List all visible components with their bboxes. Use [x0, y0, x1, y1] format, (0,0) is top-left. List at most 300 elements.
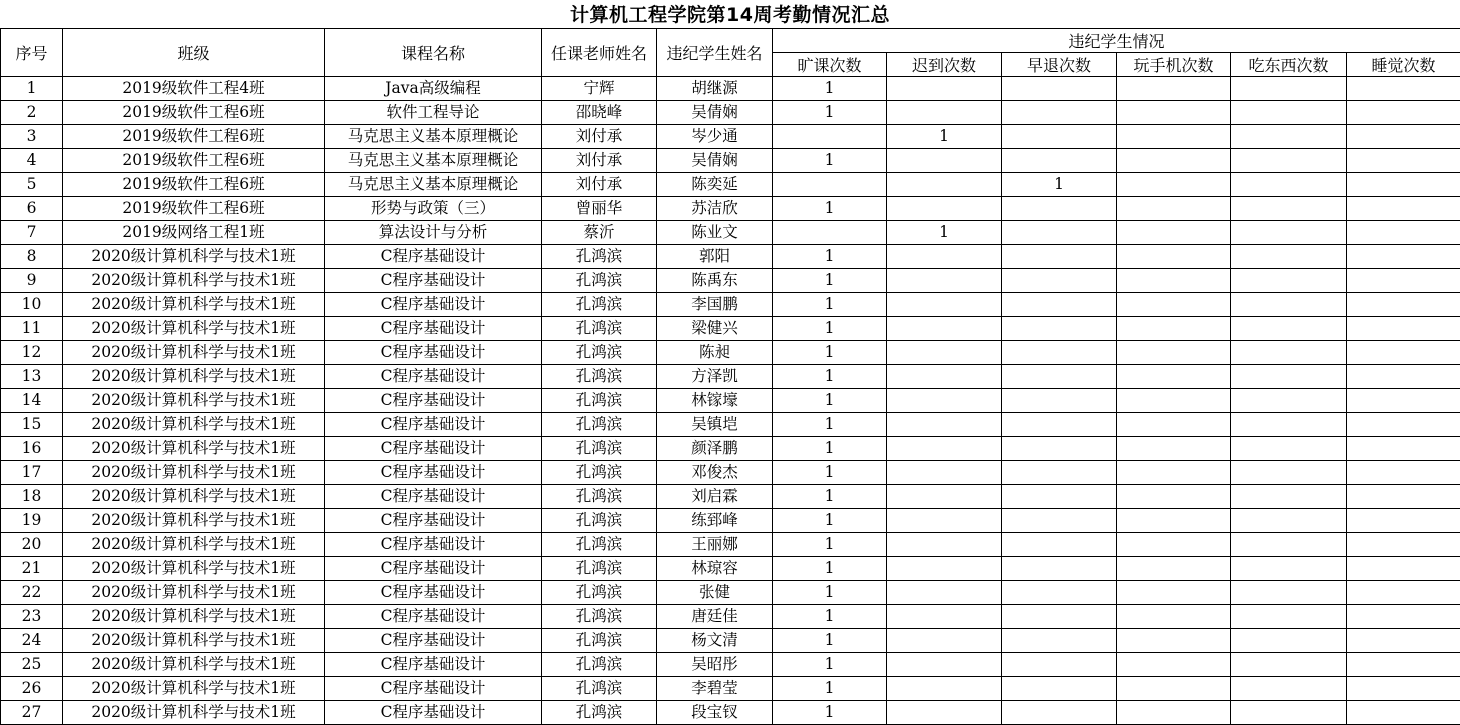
- cell-phone[interactable]: [1117, 77, 1231, 101]
- header-index[interactable]: 序号: [1, 29, 63, 77]
- cell-phone[interactable]: [1117, 581, 1231, 605]
- cell-student[interactable]: 郭阳: [657, 245, 773, 269]
- cell-absent[interactable]: 1: [773, 701, 887, 725]
- cell-course[interactable]: 马克思主义基本原理概论: [325, 173, 542, 197]
- cell-phone[interactable]: [1117, 341, 1231, 365]
- cell-leave-early[interactable]: [1002, 149, 1117, 173]
- cell-index[interactable]: 21: [1, 557, 63, 581]
- cell-leave-early[interactable]: [1002, 437, 1117, 461]
- cell-leave-early[interactable]: [1002, 293, 1117, 317]
- cell-class[interactable]: 2020级计算机科学与技术1班: [63, 605, 325, 629]
- cell-course[interactable]: C程序基础设计: [325, 677, 542, 701]
- header-sleeping[interactable]: 睡觉次数: [1347, 53, 1460, 77]
- cell-course[interactable]: C程序基础设计: [325, 245, 542, 269]
- cell-student[interactable]: 吴倩娴: [657, 149, 773, 173]
- cell-class[interactable]: 2020级计算机科学与技术1班: [63, 293, 325, 317]
- cell-eating[interactable]: [1231, 605, 1347, 629]
- cell-phone[interactable]: [1117, 197, 1231, 221]
- cell-class[interactable]: 2020级计算机科学与技术1班: [63, 581, 325, 605]
- cell-eating[interactable]: [1231, 677, 1347, 701]
- header-teacher[interactable]: 任课老师姓名: [542, 29, 657, 77]
- cell-eating[interactable]: [1231, 269, 1347, 293]
- cell-late[interactable]: [887, 293, 1002, 317]
- cell-teacher[interactable]: 邵晓峰: [542, 101, 657, 125]
- cell-teacher[interactable]: 孔鸿滨: [542, 533, 657, 557]
- cell-class[interactable]: 2019级网络工程1班: [63, 221, 325, 245]
- cell-teacher[interactable]: 宁辉: [542, 77, 657, 101]
- cell-phone[interactable]: [1117, 173, 1231, 197]
- cell-absent[interactable]: 1: [773, 149, 887, 173]
- header-phone[interactable]: 玩手机次数: [1117, 53, 1231, 77]
- cell-index[interactable]: 10: [1, 293, 63, 317]
- cell-eating[interactable]: [1231, 365, 1347, 389]
- cell-student[interactable]: 陈禹东: [657, 269, 773, 293]
- cell-late[interactable]: [887, 677, 1002, 701]
- header-eating[interactable]: 吃东西次数: [1231, 53, 1347, 77]
- cell-sleeping[interactable]: [1347, 317, 1460, 341]
- cell-teacher[interactable]: 孔鸿滨: [542, 317, 657, 341]
- cell-sleeping[interactable]: [1347, 485, 1460, 509]
- cell-sleeping[interactable]: [1347, 149, 1460, 173]
- cell-course[interactable]: C程序基础设计: [325, 461, 542, 485]
- cell-leave-early[interactable]: [1002, 509, 1117, 533]
- cell-late[interactable]: [887, 269, 1002, 293]
- cell-teacher[interactable]: 孔鸿滨: [542, 269, 657, 293]
- cell-sleeping[interactable]: [1347, 293, 1460, 317]
- cell-absent[interactable]: 1: [773, 605, 887, 629]
- cell-phone[interactable]: [1117, 557, 1231, 581]
- cell-sleeping[interactable]: [1347, 245, 1460, 269]
- cell-teacher[interactable]: 孔鸿滨: [542, 365, 657, 389]
- cell-eating[interactable]: [1231, 101, 1347, 125]
- cell-phone[interactable]: [1117, 101, 1231, 125]
- cell-sleeping[interactable]: [1347, 365, 1460, 389]
- cell-phone[interactable]: [1117, 653, 1231, 677]
- cell-late[interactable]: [887, 653, 1002, 677]
- cell-index[interactable]: 24: [1, 629, 63, 653]
- cell-student[interactable]: 邓俊杰: [657, 461, 773, 485]
- cell-index[interactable]: 17: [1, 461, 63, 485]
- cell-leave-early[interactable]: [1002, 485, 1117, 509]
- cell-phone[interactable]: [1117, 317, 1231, 341]
- cell-index[interactable]: 2: [1, 101, 63, 125]
- cell-absent[interactable]: [773, 125, 887, 149]
- cell-student[interactable]: 刘启霖: [657, 485, 773, 509]
- cell-index[interactable]: 25: [1, 653, 63, 677]
- cell-late[interactable]: [887, 317, 1002, 341]
- cell-course[interactable]: C程序基础设计: [325, 605, 542, 629]
- cell-absent[interactable]: 1: [773, 677, 887, 701]
- cell-late[interactable]: [887, 629, 1002, 653]
- cell-absent[interactable]: 1: [773, 197, 887, 221]
- cell-absent[interactable]: 1: [773, 293, 887, 317]
- cell-index[interactable]: 13: [1, 365, 63, 389]
- cell-student[interactable]: 林琼容: [657, 557, 773, 581]
- cell-phone[interactable]: [1117, 533, 1231, 557]
- cell-student[interactable]: 岑少通: [657, 125, 773, 149]
- cell-sleeping[interactable]: [1347, 509, 1460, 533]
- cell-absent[interactable]: [773, 221, 887, 245]
- cell-phone[interactable]: [1117, 389, 1231, 413]
- cell-leave-early[interactable]: [1002, 629, 1117, 653]
- cell-class[interactable]: 2020级计算机科学与技术1班: [63, 509, 325, 533]
- cell-course[interactable]: C程序基础设计: [325, 293, 542, 317]
- cell-leave-early[interactable]: [1002, 125, 1117, 149]
- cell-class[interactable]: 2020级计算机科学与技术1班: [63, 461, 325, 485]
- cell-eating[interactable]: [1231, 341, 1347, 365]
- cell-sleeping[interactable]: [1347, 173, 1460, 197]
- cell-eating[interactable]: [1231, 701, 1347, 725]
- cell-sleeping[interactable]: [1347, 677, 1460, 701]
- cell-absent[interactable]: 1: [773, 653, 887, 677]
- cell-course[interactable]: C程序基础设计: [325, 437, 542, 461]
- cell-leave-early[interactable]: [1002, 101, 1117, 125]
- cell-absent[interactable]: 1: [773, 101, 887, 125]
- cell-late[interactable]: [887, 605, 1002, 629]
- cell-student[interactable]: 王丽娜: [657, 533, 773, 557]
- cell-leave-early[interactable]: [1002, 413, 1117, 437]
- cell-index[interactable]: 19: [1, 509, 63, 533]
- cell-leave-early[interactable]: [1002, 245, 1117, 269]
- cell-eating[interactable]: [1231, 557, 1347, 581]
- header-late[interactable]: 迟到次数: [887, 53, 1002, 77]
- cell-teacher[interactable]: 孔鸿滨: [542, 701, 657, 725]
- cell-phone[interactable]: [1117, 365, 1231, 389]
- cell-phone[interactable]: [1117, 437, 1231, 461]
- header-leave-early[interactable]: 早退次数: [1002, 53, 1117, 77]
- cell-eating[interactable]: [1231, 221, 1347, 245]
- header-class[interactable]: 班级: [63, 29, 325, 77]
- cell-sleeping[interactable]: [1347, 557, 1460, 581]
- cell-index[interactable]: 14: [1, 389, 63, 413]
- cell-class[interactable]: 2020级计算机科学与技术1班: [63, 485, 325, 509]
- cell-absent[interactable]: 1: [773, 437, 887, 461]
- cell-course[interactable]: C程序基础设计: [325, 341, 542, 365]
- cell-index[interactable]: 9: [1, 269, 63, 293]
- cell-absent[interactable]: 1: [773, 509, 887, 533]
- cell-phone[interactable]: [1117, 125, 1231, 149]
- cell-late[interactable]: [887, 101, 1002, 125]
- cell-absent[interactable]: 1: [773, 317, 887, 341]
- cell-student[interactable]: 李国鹏: [657, 293, 773, 317]
- cell-phone[interactable]: [1117, 509, 1231, 533]
- cell-absent[interactable]: 1: [773, 485, 887, 509]
- cell-absent[interactable]: 1: [773, 533, 887, 557]
- cell-sleeping[interactable]: [1347, 197, 1460, 221]
- cell-class[interactable]: 2019级软件工程6班: [63, 197, 325, 221]
- cell-student[interactable]: 吴镇垲: [657, 413, 773, 437]
- cell-class[interactable]: 2020级计算机科学与技术1班: [63, 533, 325, 557]
- cell-late[interactable]: [887, 557, 1002, 581]
- cell-sleeping[interactable]: [1347, 533, 1460, 557]
- cell-student[interactable]: 胡继源: [657, 77, 773, 101]
- cell-sleeping[interactable]: [1347, 629, 1460, 653]
- cell-teacher[interactable]: 孔鸿滨: [542, 461, 657, 485]
- cell-eating[interactable]: [1231, 629, 1347, 653]
- cell-leave-early[interactable]: [1002, 533, 1117, 557]
- cell-late[interactable]: [887, 149, 1002, 173]
- cell-sleeping[interactable]: [1347, 701, 1460, 725]
- cell-sleeping[interactable]: [1347, 653, 1460, 677]
- cell-teacher[interactable]: 孔鸿滨: [542, 677, 657, 701]
- cell-index[interactable]: 16: [1, 437, 63, 461]
- cell-leave-early[interactable]: [1002, 269, 1117, 293]
- cell-class[interactable]: 2019级软件工程6班: [63, 101, 325, 125]
- header-course[interactable]: 课程名称: [325, 29, 542, 77]
- cell-class[interactable]: 2020级计算机科学与技术1班: [63, 389, 325, 413]
- cell-sleeping[interactable]: [1347, 101, 1460, 125]
- cell-index[interactable]: 20: [1, 533, 63, 557]
- cell-class[interactable]: 2020级计算机科学与技术1班: [63, 701, 325, 725]
- cell-leave-early[interactable]: [1002, 221, 1117, 245]
- cell-sleeping[interactable]: [1347, 341, 1460, 365]
- cell-phone[interactable]: [1117, 221, 1231, 245]
- cell-eating[interactable]: [1231, 197, 1347, 221]
- cell-student[interactable]: 杨文清: [657, 629, 773, 653]
- cell-student[interactable]: 张健: [657, 581, 773, 605]
- cell-class[interactable]: 2020级计算机科学与技术1班: [63, 341, 325, 365]
- cell-leave-early[interactable]: [1002, 677, 1117, 701]
- cell-course[interactable]: 算法设计与分析: [325, 221, 542, 245]
- cell-student[interactable]: 陈业文: [657, 221, 773, 245]
- cell-eating[interactable]: [1231, 413, 1347, 437]
- cell-sleeping[interactable]: [1347, 605, 1460, 629]
- cell-student[interactable]: 吴倩娴: [657, 101, 773, 125]
- cell-absent[interactable]: 1: [773, 365, 887, 389]
- cell-course[interactable]: C程序基础设计: [325, 653, 542, 677]
- cell-teacher[interactable]: 孔鸿滨: [542, 605, 657, 629]
- cell-student[interactable]: 陈奕延: [657, 173, 773, 197]
- cell-teacher[interactable]: 孔鸿滨: [542, 389, 657, 413]
- cell-index[interactable]: 18: [1, 485, 63, 509]
- cell-phone[interactable]: [1117, 485, 1231, 509]
- cell-class[interactable]: 2020级计算机科学与技术1班: [63, 629, 325, 653]
- cell-eating[interactable]: [1231, 533, 1347, 557]
- cell-leave-early[interactable]: [1002, 461, 1117, 485]
- cell-absent[interactable]: 1: [773, 557, 887, 581]
- cell-teacher[interactable]: 孔鸿滨: [542, 437, 657, 461]
- cell-phone[interactable]: [1117, 701, 1231, 725]
- cell-teacher[interactable]: 刘付承: [542, 149, 657, 173]
- cell-class[interactable]: 2020级计算机科学与技术1班: [63, 653, 325, 677]
- cell-class[interactable]: 2020级计算机科学与技术1班: [63, 269, 325, 293]
- cell-course[interactable]: C程序基础设计: [325, 269, 542, 293]
- cell-index[interactable]: 4: [1, 149, 63, 173]
- cell-leave-early[interactable]: [1002, 317, 1117, 341]
- cell-student[interactable]: 吴昭彤: [657, 653, 773, 677]
- cell-student[interactable]: 颜泽鹏: [657, 437, 773, 461]
- cell-course[interactable]: 马克思主义基本原理概论: [325, 125, 542, 149]
- cell-late[interactable]: [887, 437, 1002, 461]
- cell-sleeping[interactable]: [1347, 461, 1460, 485]
- cell-absent[interactable]: 1: [773, 629, 887, 653]
- cell-sleeping[interactable]: [1347, 221, 1460, 245]
- cell-leave-early[interactable]: [1002, 605, 1117, 629]
- cell-student[interactable]: 苏洁欣: [657, 197, 773, 221]
- cell-student[interactable]: 李碧莹: [657, 677, 773, 701]
- cell-student[interactable]: 唐廷佳: [657, 605, 773, 629]
- cell-late[interactable]: [887, 461, 1002, 485]
- cell-sleeping[interactable]: [1347, 125, 1460, 149]
- cell-index[interactable]: 12: [1, 341, 63, 365]
- cell-sleeping[interactable]: [1347, 581, 1460, 605]
- cell-index[interactable]: 7: [1, 221, 63, 245]
- cell-eating[interactable]: [1231, 581, 1347, 605]
- cell-teacher[interactable]: 刘付承: [542, 125, 657, 149]
- cell-course[interactable]: 形势与政策（三）: [325, 197, 542, 221]
- cell-course[interactable]: C程序基础设计: [325, 317, 542, 341]
- cell-index[interactable]: 5: [1, 173, 63, 197]
- cell-phone[interactable]: [1117, 269, 1231, 293]
- cell-leave-early[interactable]: [1002, 581, 1117, 605]
- cell-course[interactable]: C程序基础设计: [325, 701, 542, 725]
- cell-teacher[interactable]: 孔鸿滨: [542, 509, 657, 533]
- cell-eating[interactable]: [1231, 389, 1347, 413]
- cell-index[interactable]: 23: [1, 605, 63, 629]
- cell-course[interactable]: C程序基础设计: [325, 509, 542, 533]
- cell-index[interactable]: 22: [1, 581, 63, 605]
- cell-course[interactable]: Java高级编程: [325, 77, 542, 101]
- cell-teacher[interactable]: 孔鸿滨: [542, 557, 657, 581]
- cell-eating[interactable]: [1231, 245, 1347, 269]
- cell-student[interactable]: 梁健兴: [657, 317, 773, 341]
- cell-index[interactable]: 26: [1, 677, 63, 701]
- cell-eating[interactable]: [1231, 149, 1347, 173]
- cell-eating[interactable]: [1231, 317, 1347, 341]
- cell-phone[interactable]: [1117, 293, 1231, 317]
- cell-eating[interactable]: [1231, 173, 1347, 197]
- cell-index[interactable]: 11: [1, 317, 63, 341]
- cell-late[interactable]: [887, 341, 1002, 365]
- cell-teacher[interactable]: 蔡沂: [542, 221, 657, 245]
- cell-phone[interactable]: [1117, 461, 1231, 485]
- cell-index[interactable]: 27: [1, 701, 63, 725]
- cell-course[interactable]: C程序基础设计: [325, 365, 542, 389]
- cell-absent[interactable]: 1: [773, 341, 887, 365]
- cell-sleeping[interactable]: [1347, 413, 1460, 437]
- cell-leave-early[interactable]: [1002, 341, 1117, 365]
- cell-class[interactable]: 2019级软件工程4班: [63, 77, 325, 101]
- cell-course[interactable]: C程序基础设计: [325, 389, 542, 413]
- cell-late[interactable]: [887, 389, 1002, 413]
- cell-class[interactable]: 2020级计算机科学与技术1班: [63, 437, 325, 461]
- cell-absent[interactable]: 1: [773, 461, 887, 485]
- cell-course[interactable]: C程序基础设计: [325, 485, 542, 509]
- cell-late[interactable]: 1: [887, 125, 1002, 149]
- cell-late[interactable]: 1: [887, 221, 1002, 245]
- cell-leave-early[interactable]: [1002, 557, 1117, 581]
- cell-absent[interactable]: [773, 173, 887, 197]
- cell-course[interactable]: C程序基础设计: [325, 557, 542, 581]
- cell-index[interactable]: 6: [1, 197, 63, 221]
- cell-leave-early[interactable]: [1002, 77, 1117, 101]
- cell-class[interactable]: 2019级软件工程6班: [63, 173, 325, 197]
- cell-late[interactable]: [887, 509, 1002, 533]
- cell-teacher[interactable]: 曾丽华: [542, 197, 657, 221]
- cell-teacher[interactable]: 孔鸿滨: [542, 485, 657, 509]
- cell-course[interactable]: 马克思主义基本原理概论: [325, 149, 542, 173]
- cell-student[interactable]: 练郅峰: [657, 509, 773, 533]
- cell-index[interactable]: 1: [1, 77, 63, 101]
- cell-late[interactable]: [887, 245, 1002, 269]
- cell-leave-early[interactable]: [1002, 701, 1117, 725]
- cell-class[interactable]: 2020级计算机科学与技术1班: [63, 413, 325, 437]
- cell-class[interactable]: 2020级计算机科学与技术1班: [63, 245, 325, 269]
- cell-teacher[interactable]: 孔鸿滨: [542, 581, 657, 605]
- cell-eating[interactable]: [1231, 77, 1347, 101]
- cell-student[interactable]: 陈昶: [657, 341, 773, 365]
- cell-phone[interactable]: [1117, 149, 1231, 173]
- header-student[interactable]: 违纪学生姓名: [657, 29, 773, 77]
- cell-sleeping[interactable]: [1347, 389, 1460, 413]
- header-group-violations[interactable]: 违纪学生情况: [773, 29, 1460, 53]
- cell-class[interactable]: 2020级计算机科学与技术1班: [63, 557, 325, 581]
- cell-eating[interactable]: [1231, 461, 1347, 485]
- cell-phone[interactable]: [1117, 413, 1231, 437]
- cell-student[interactable]: 林镓壕: [657, 389, 773, 413]
- cell-absent[interactable]: 1: [773, 77, 887, 101]
- cell-late[interactable]: [887, 533, 1002, 557]
- cell-absent[interactable]: 1: [773, 581, 887, 605]
- cell-late[interactable]: [887, 173, 1002, 197]
- cell-leave-early[interactable]: 1: [1002, 173, 1117, 197]
- cell-class[interactable]: 2019级软件工程6班: [63, 149, 325, 173]
- cell-course[interactable]: 软件工程导论: [325, 101, 542, 125]
- cell-eating[interactable]: [1231, 509, 1347, 533]
- cell-course[interactable]: C程序基础设计: [325, 413, 542, 437]
- cell-student[interactable]: 段宝钗: [657, 701, 773, 725]
- cell-absent[interactable]: 1: [773, 389, 887, 413]
- cell-sleeping[interactable]: [1347, 437, 1460, 461]
- cell-eating[interactable]: [1231, 125, 1347, 149]
- cell-class[interactable]: 2020级计算机科学与技术1班: [63, 677, 325, 701]
- cell-teacher[interactable]: 刘付承: [542, 173, 657, 197]
- cell-phone[interactable]: [1117, 677, 1231, 701]
- cell-phone[interactable]: [1117, 629, 1231, 653]
- cell-absent[interactable]: 1: [773, 245, 887, 269]
- cell-late[interactable]: [887, 77, 1002, 101]
- cell-teacher[interactable]: 孔鸿滨: [542, 653, 657, 677]
- cell-index[interactable]: 15: [1, 413, 63, 437]
- cell-sleeping[interactable]: [1347, 269, 1460, 293]
- cell-late[interactable]: [887, 365, 1002, 389]
- cell-eating[interactable]: [1231, 437, 1347, 461]
- cell-student[interactable]: 方泽凯: [657, 365, 773, 389]
- cell-leave-early[interactable]: [1002, 365, 1117, 389]
- cell-eating[interactable]: [1231, 485, 1347, 509]
- cell-class[interactable]: 2020级计算机科学与技术1班: [63, 365, 325, 389]
- cell-late[interactable]: [887, 197, 1002, 221]
- cell-class[interactable]: 2020级计算机科学与技术1班: [63, 317, 325, 341]
- cell-leave-early[interactable]: [1002, 389, 1117, 413]
- cell-class[interactable]: 2019级软件工程6班: [63, 125, 325, 149]
- cell-teacher[interactable]: 孔鸿滨: [542, 293, 657, 317]
- cell-late[interactable]: [887, 581, 1002, 605]
- cell-leave-early[interactable]: [1002, 197, 1117, 221]
- cell-course[interactable]: C程序基础设计: [325, 533, 542, 557]
- cell-index[interactable]: 8: [1, 245, 63, 269]
- cell-index[interactable]: 3: [1, 125, 63, 149]
- cell-phone[interactable]: [1117, 245, 1231, 269]
- cell-leave-early[interactable]: [1002, 653, 1117, 677]
- header-absent[interactable]: 旷课次数: [773, 53, 887, 77]
- cell-absent[interactable]: 1: [773, 413, 887, 437]
- cell-absent[interactable]: 1: [773, 269, 887, 293]
- cell-teacher[interactable]: 孔鸿滨: [542, 629, 657, 653]
- cell-late[interactable]: [887, 701, 1002, 725]
- cell-late[interactable]: [887, 485, 1002, 509]
- cell-eating[interactable]: [1231, 653, 1347, 677]
